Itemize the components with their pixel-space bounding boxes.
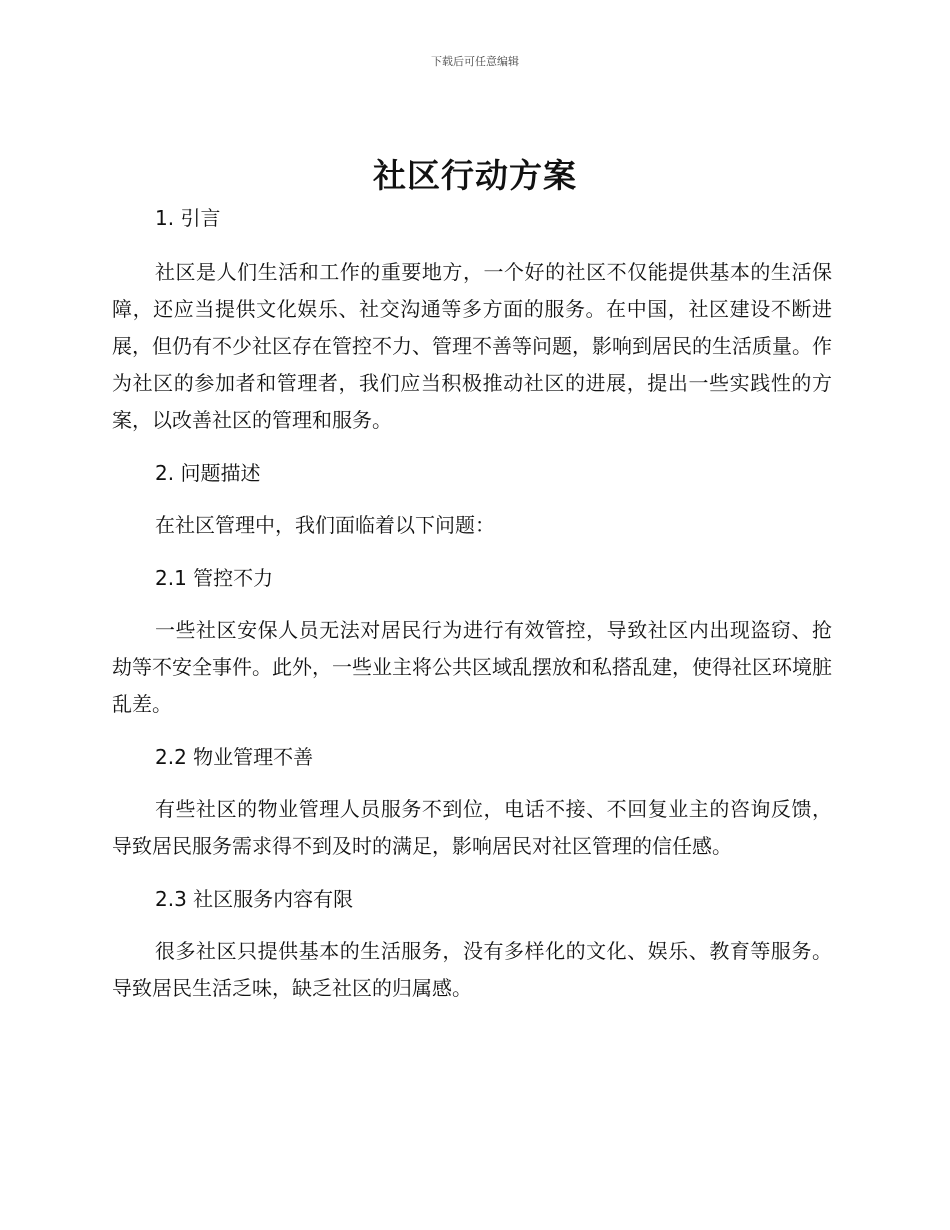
section-heading-problems: 2. 问题描述 bbox=[155, 461, 261, 485]
subsection-heading-property: 2.2 物业管理不善 bbox=[155, 745, 314, 769]
problems-intro-paragraph: 在社区管理中，我们面临着以下问题： bbox=[155, 513, 495, 537]
document-body bbox=[112, 198, 832, 1007]
subsection-heading-services: 2.3 社区服务内容有限 bbox=[155, 887, 354, 911]
control-paragraph: 一些社区安保人员无法对居民行为进行有效管控，导致社区内出现盗窃、抢劫等不安全事件。此外，一些业主将公共区域乱摆放和私搭乱建，使得社区环境脏乱差。 bbox=[112, 618, 832, 716]
intro-paragraph: 社区是人们生活和工作的重要地方，一个好的社区不仅能提供基本的生活保障，还应当提供文化娱乐、社交沟通等多方面的服务。在中国，社区建设不断进展，但仍有不少社区存在管控不力、管理不善等问题，影响到居民的生活质量。作为社区的参加者和管理者，我们应当积极推动社区的进展，提出一些实践性的方案，以改善社区的管理和服务。 bbox=[112, 260, 832, 432]
subsection-heading-control: 2.1 管控不力 bbox=[155, 566, 274, 590]
document-title: 社区行动方案 bbox=[373, 156, 577, 195]
property-paragraph: 有些社区的物业管理人员服务不到位，电话不接、不回复业主的咨询反馈，导致居民服务需求得不到及时的满足，影响居民对社区管理的信任感。 bbox=[112, 797, 832, 858]
services-paragraph: 很多社区只提供基本的生活服务，没有多样化的文化、娱乐、教育等服务。导致居民生活乏味，缺乏社区的归属感。 bbox=[112, 939, 832, 1000]
section-heading-intro: 1. 引言 bbox=[155, 206, 221, 230]
header-note: 下载后可任意编辑 bbox=[431, 55, 519, 68]
